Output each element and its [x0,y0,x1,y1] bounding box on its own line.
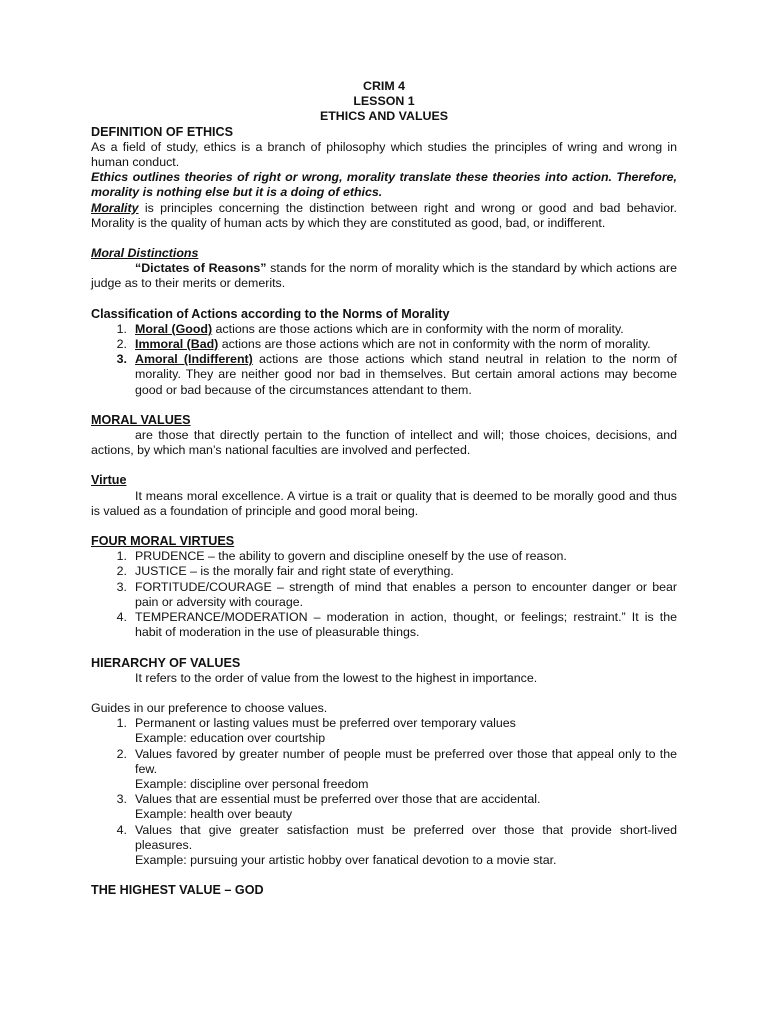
item-text: Values that give greater satisfaction must be preferred over those that provide short-lived pleasures. [135,822,677,852]
item-text: PRUDENCE – the ability to govern and discipline oneself by the use of reason. [135,549,567,564]
list-item [91,610,677,640]
classification-heading: Classification of Actions according to the Norms of Morality [91,306,450,321]
ethics-morality-paragraph: Ethics outlines theories of right or wrong, morality translate these theories into action. Therefore, morality is nothing else but it is a doing of ethics. [91,170,677,200]
document-title: ETHICS AND VALUES [319,109,449,124]
virtue-paragraph: It means moral excellence. A virtue is a trait or quality that is deemed to be morally good and thus is valued as a foundation of principle and good moral being. [91,488,677,518]
item-term: Immoral (Bad) [135,337,219,352]
hierarchy-heading: HIERARCHY OF VALUES [91,655,241,670]
item-number: 2. [116,746,127,761]
classification-list [91,322,677,398]
item-text: Values favored by greater number of people must be preferred over those that appeal only to the few. [135,746,677,776]
dictates-term: “Dictates of Reasons” [135,261,267,276]
item-number: 1. [116,716,127,731]
item-text: FORTITUDE/COURAGE – strength of mind that enables a person to encounter danger or bear pain or adversity with courage. [135,579,677,609]
item-text: actions are those actions which are not in conformity with the norm of morality. [218,337,651,352]
item-number: 2. [116,337,127,352]
item-text: actions are those actions which stand neutral in relation to the norm of morality. They are neither good nor bad in themselves. But certain amoral actions may become good or bad because of the circumstances attendant to them. [135,352,677,397]
item-number: 3. [116,352,127,367]
item-text: actions are those actions which are in conformity with the norm of morality. [212,321,624,336]
list-item [91,352,677,398]
list-item [91,716,677,746]
guides-list [91,716,677,868]
item-number: 3. [116,792,127,807]
morality-paragraph [91,201,677,231]
item-text: TEMPERANCE/MODERATION – moderation in action, thought, or feelings; restraint.” It is the habit of moderation in the use of pleasurable things. [135,610,677,640]
item-text: Permanent or lasting values must be preferred over temporary values [135,716,516,731]
dictates-text: stands for the norm of morality which is the standard by which actions are judge as to their merits or demerits. [91,261,678,291]
course-code: CRIM 4 [363,79,405,93]
moral-values-paragraph: are those that directly pertain to the function of intellect and will; those choices, decisions, and actions, by which man’s national faculties are involved and perfected. [91,428,677,458]
list-item [91,564,677,579]
list-item [91,792,677,822]
item-number: 3. [116,579,127,594]
morality-text: is principles concerning the distinction between right and wrong or good and bad behavior. Morality is the quality of human acts by which they are constituted as good, bad, or indifferent. [91,200,677,230]
item-term: Moral (Good) [135,321,213,336]
document-content [91,79,677,898]
item-number: 1. [116,321,127,336]
item-number: 4. [116,610,127,625]
list-item [91,580,677,610]
definition-heading: DEFINITION OF ETHICS [91,124,234,139]
virtue-heading: Virtue [91,473,127,488]
item-example: Example: health over beauty [135,807,293,822]
item-text: Values that are essential must be preferred over those that are accidental. [135,792,541,807]
item-number: 1. [116,549,127,564]
guides-intro: Guides in our preference to choose values. [91,700,328,715]
list-item [91,337,677,352]
lesson-number: LESSON 1 [353,94,415,109]
virtues-list [91,549,677,640]
hierarchy-paragraph: It refers to the order of value from the lowest to the highest in importance. [135,670,538,685]
item-term: Amoral (Indifferent) [135,352,253,367]
item-example: Example: pursuing your artistic hobby over fanatical devotion to a movie star. [135,852,557,867]
definition-paragraph: As a field of study, ethics is a branch of philosophy which studies the principles of wring and wrong in human conduct. [91,139,677,170]
list-item [91,823,677,869]
moral-distinctions-heading: Moral Distinctions [91,246,199,261]
four-virtues-heading: FOUR MORAL VIRTUES [91,534,235,549]
list-item [91,747,677,793]
list-item [91,322,677,337]
morality-term: Morality [91,200,139,215]
distinctions-paragraph [91,261,677,291]
list-item [91,549,677,564]
moral-values-heading: MORAL VALUES [91,412,191,427]
item-text: JUSTICE – is the morally fair and right state of everything. [135,564,454,579]
highest-value-heading: THE HIGHEST VALUE – GOD [91,883,264,898]
item-number: 4. [116,822,127,837]
item-example: Example: discipline over personal freedom [135,776,369,791]
item-number: 2. [116,564,127,579]
item-example: Example: education over courtship [135,731,326,746]
